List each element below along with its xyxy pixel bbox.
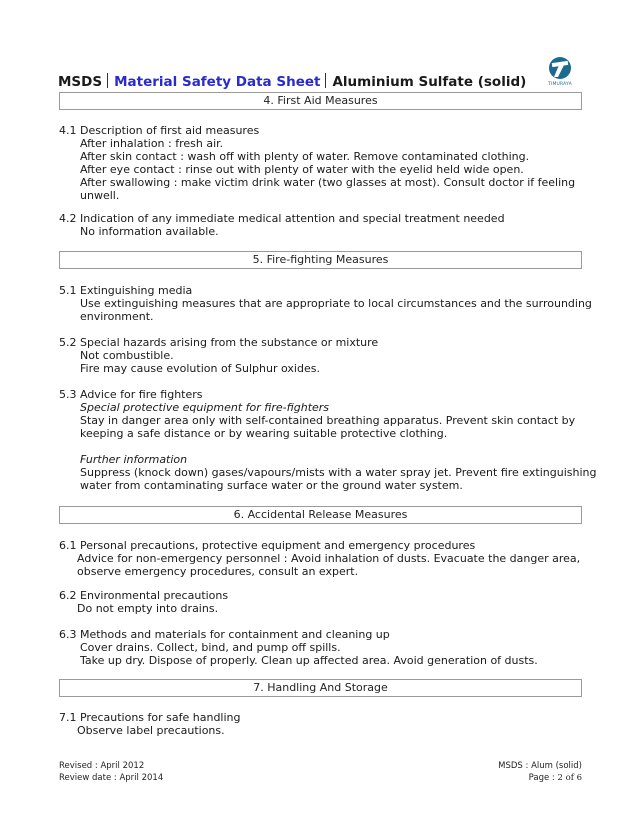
- text-line: Do not empty into drains.: [77, 602, 219, 615]
- document-title: Material Safety Data Sheet: [114, 74, 321, 90]
- subsection-5-1-title: 5.1 Extinguishing media: [59, 284, 193, 297]
- text-line: Not combustible.: [80, 349, 174, 362]
- company-logo: [540, 54, 580, 92]
- text-line: observe emergency procedures, consult an expert.: [77, 565, 359, 578]
- document-header: [58, 73, 526, 90]
- text-line: Use extinguishing measures that are appropriate to local circumstances and the surrounding: [80, 297, 592, 310]
- text-line: Fire may cause evolution of Sulphur oxides.: [80, 362, 320, 375]
- product-name: Aluminium Sulfate (solid): [332, 74, 527, 90]
- subsection-6-3-title: 6.3 Methods and materials for containment and cleaning up: [59, 628, 390, 641]
- text-line: unwell.: [80, 189, 120, 202]
- text-line: water from contaminating surface water or the ground water system.: [80, 479, 463, 492]
- text-line: Stay in danger area only with self-contained breathing apparatus. Prevent skin contact by: [80, 414, 576, 427]
- text-line: After skin contact : wash off with plenty of water. Remove contaminated clothing.: [80, 150, 530, 163]
- italic-subheading: Further information: [80, 453, 188, 466]
- text-line: Advice for non-emergency personnel : Avoid inhalation of dusts. Evacuate the danger area,: [77, 552, 581, 565]
- footer-page-number: [529, 773, 582, 783]
- footer-review-date: Review date : April 2014: [59, 773, 164, 783]
- section-6-heading: 6. Accidental Release Measures: [59, 506, 582, 524]
- section-7-heading: 7. Handling And Storage: [59, 679, 582, 697]
- text-line: After swallowing : make victim drink water (two glasses at most). Consult doctor if feeling: [80, 176, 576, 189]
- text-line: environment.: [80, 310, 154, 323]
- italic-subheading: Special protective equipment for fire-fighters: [80, 401, 330, 414]
- text-line: No information available.: [80, 225, 219, 238]
- page-label: Page :: [528, 773, 558, 783]
- subsection-4-2-title: 4.2 Indication of any immediate medical attention and special treatment needed: [59, 212, 505, 225]
- subsection-6-2-title: 6.2 Environmental precautions: [59, 589, 229, 602]
- text-line: After eye contact : rinse out with plenty of water with the eyelid held wide open.: [80, 163, 524, 176]
- page-count: 2 of 6: [557, 773, 582, 783]
- header-divider: [107, 73, 108, 88]
- subsection-7-1-title: 7.1 Precautions for safe handling: [59, 711, 241, 724]
- footer-revised: Revised : April 2012: [59, 761, 145, 771]
- msds-label: MSDS: [58, 74, 103, 90]
- text-line: After inhalation : fresh air.: [80, 137, 224, 150]
- section-5-heading: 5. Fire-fighting Measures: [59, 251, 582, 269]
- subsection-6-1-title: 6.1 Personal precautions, protective equipment and emergency procedures: [59, 539, 476, 552]
- header-divider: [325, 73, 326, 88]
- logo-text: TIMURAYA: [547, 82, 572, 87]
- text-line: Suppress (knock down) gases/vapours/mists with a water spray jet. Prevent fire extinguishing: [80, 466, 597, 479]
- footer-msds-ref: MSDS : Alum (solid): [498, 761, 582, 771]
- subsection-5-3-title: 5.3 Advice for fire fighters: [59, 388, 203, 401]
- subsection-4-1-title: 4.1 Description of first aid measures: [59, 124, 260, 137]
- section-4-heading: 4. First Aid Measures: [59, 92, 582, 110]
- subsection-5-2-title: 5.2 Special hazards arising from the substance or mixture: [59, 336, 379, 349]
- text-line: keeping a safe distance or by wearing suitable protective clothing.: [80, 427, 448, 440]
- text-line: Observe label precautions.: [77, 724, 225, 737]
- logo-icon: [540, 54, 580, 84]
- text-line: Cover drains. Collect, bind, and pump off spills.: [80, 641, 341, 654]
- text-line: Take up dry. Dispose of properly. Clean up affected area. Avoid generation of dusts.: [80, 654, 538, 667]
